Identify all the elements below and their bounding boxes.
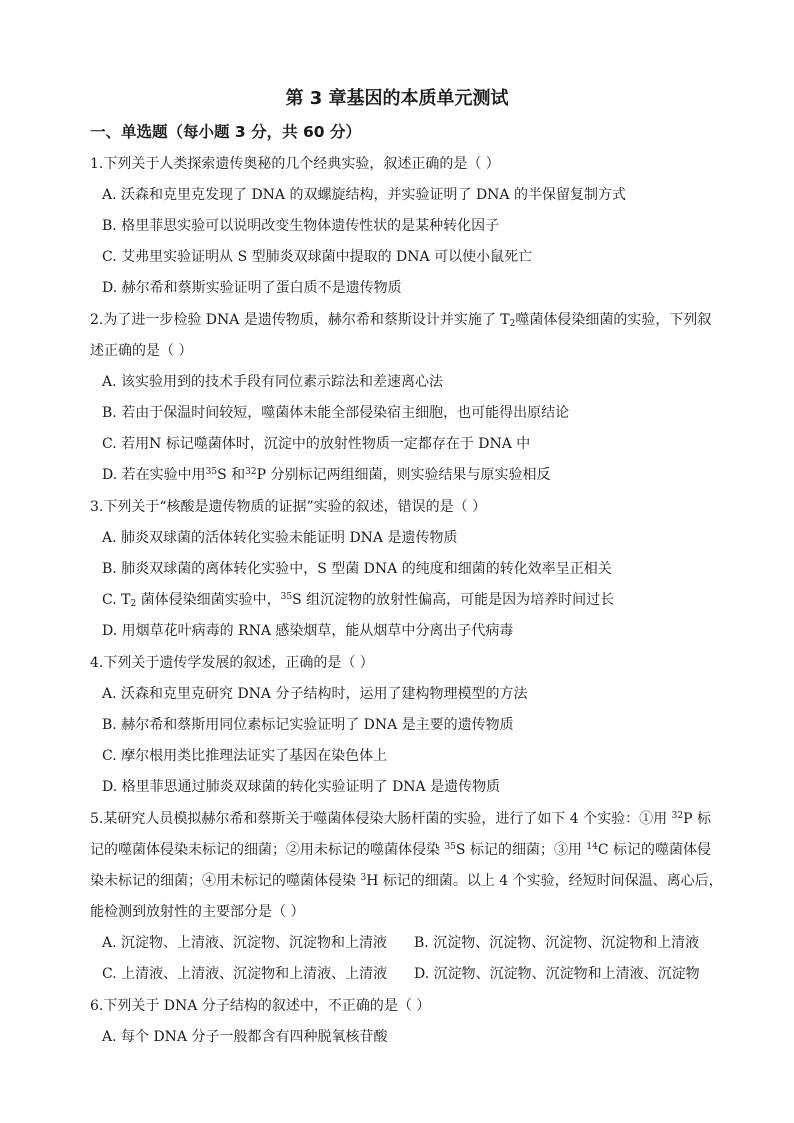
text-run: C 标记的噬菌体侵: [597, 842, 712, 858]
question-4-stem: 4.下列关于遗传学发展的叙述，正确的是（ ）: [90, 655, 374, 671]
question-4-option-b: B. 赫尔希和蔡斯用同位素标记实验证明了 DNA 是主要的遗传物质: [102, 717, 514, 733]
question-3-stem: 3.下列关于“核酸是遗传物质的证据”实验的叙述，错误的是（ ）: [90, 499, 487, 515]
text-run: 2.为了进一步检验 DNA 是遗传物质，赫尔希和蔡斯设计并实施了 T: [90, 312, 510, 328]
text-run: 噬菌体侵染细菌的实验，下列叙: [515, 312, 712, 328]
question-5-stem-line-4: 能检测到放射性的主要部分是（ ）: [90, 904, 305, 920]
superscript: 35: [280, 592, 293, 602]
question-5-stem-line-2: [90, 840, 711, 860]
text-run: P 标: [683, 811, 711, 827]
question-3-option-a: A. 肺炎双球菌的活体转化实验未能证明 DNA 是遗传物质: [102, 530, 458, 546]
document-title: 第 3 章基因的本质单元测试: [285, 88, 509, 109]
question-4-option-c: C. 摩尔根用类比推理法证实了基因在染色体上: [102, 748, 388, 764]
text-run: 5.某研究人员模拟赫尔希和蔡斯关于噬菌体侵染大肠杆菌的实验，进行了如下 4 个实验：①用: [90, 811, 672, 827]
superscript: 3: [360, 873, 367, 883]
superscript: 14: [586, 842, 598, 852]
question-5-option-c: C. 上清液、上清液、沉淀物和上清液、上清液: [102, 966, 388, 982]
question-2-stem-continued: 述正确的是（ ）: [90, 343, 193, 359]
superscript: 32: [671, 811, 684, 821]
question-5-option-d: D. 沉淀物、沉淀物、沉淀物和上清液、沉淀物: [414, 966, 700, 982]
question-5-stem-line-3: [90, 871, 723, 891]
superscript: 32: [245, 467, 257, 477]
question-2-option-a: A. 该实验用到的技术手段有同位素示踪法和差速离心法: [102, 374, 444, 390]
question-4-option-d: D. 格里菲思通过肺炎双球菌的转化实验证明了 DNA 是遗传物质: [102, 779, 501, 795]
question-3-option-c: [102, 590, 614, 610]
text-run: 记的噬菌体侵染未标记的细菌；②用未标记的噬菌体侵染: [90, 842, 445, 858]
section-heading: 一、单选题（每小题 3 分，共 60 分）: [90, 123, 361, 141]
question-4-option-a: A. 沃森和克里克研究 DNA 分子结构时，运用了建构物理模型的方法: [102, 686, 528, 702]
question-1-option-b: B. 格里菲思实验可以说明改变生物体遗传性状的是某种转化因子: [102, 218, 500, 234]
question-5-option-a: A. 沉淀物、上清液、沉淀物、沉淀物和上清液: [102, 935, 388, 951]
question-5-option-b: B. 沉淀物、沉淀物、沉淀物、沉淀物和上清液: [414, 935, 700, 951]
text-run: S 组沉淀物的放射性偏高，可能是因为培养时间过长: [292, 592, 615, 608]
question-3-option-d: D. 用烟草花叶病毒的 RNA 感染烟草，能从烟草中分离出子代病毒: [102, 623, 514, 639]
text-run: D. 若在实验中用: [102, 467, 206, 483]
superscript: 35: [205, 467, 218, 477]
subscript: 2: [509, 319, 516, 329]
text-run: 菌体侵染细菌实验中，: [136, 592, 281, 608]
text-run: C. 若用: [102, 436, 150, 452]
text-run: H 标记的细菌。以上 4 个实验，经短时间保温、离心后，: [366, 873, 723, 889]
text-run: S 标记的细菌；③用: [455, 842, 587, 858]
question-1-option-c: C. 艾弗里实验证明从 S 型肺炎双球菌中提取的 DNA 可以使小鼠死亡: [102, 249, 533, 265]
superscript: 35: [444, 842, 456, 852]
question-1-option-a: A. 沃森和克里克发现了 DNA 的双螺旋结构，并实验证明了 DNA 的半保留复制方式: [102, 187, 626, 203]
question-2-option-b: B. 若由于保温时间较短，噬菌体未能全部侵染宿主细胞，也可能得出原结论: [102, 405, 570, 421]
text-run: N 标记噬菌体时，沉淀中的放射性物质一定都存在于 DNA 中: [149, 436, 531, 452]
question-6-option-a: A. 每个 DNA 分子一般都含有四种脱氧核苷酸: [102, 1029, 388, 1045]
question-3-option-b: B. 肺炎双球菌的离体转化实验中，S 型菌 DNA 的纯度和细菌的转化效率呈正相关: [102, 561, 612, 577]
question-2-option-c: [102, 434, 530, 454]
question-2-option-d: [102, 465, 550, 485]
question-5-stem-line-1: [90, 809, 711, 829]
question-2-stem: [90, 310, 711, 330]
text-run: S 和: [217, 467, 246, 483]
question-6-stem: 6.下列关于 DNA 分子结构的叙述中，不正确的是（ ）: [90, 998, 431, 1014]
text-run: 染未标记的细菌；④用未标记的噬菌体侵染: [90, 873, 361, 889]
text-run: C. T: [102, 592, 131, 608]
text-run: P 分别标记两组细菌，则实验结果与原实验相反: [256, 467, 551, 483]
question-1-stem: 1.下列关于人类探索遗传奥秘的几个经典实验，叙述正确的是（ ）: [90, 156, 500, 172]
subscript: 2: [130, 599, 137, 609]
question-1-option-d: D. 赫尔希和蔡斯实验证明了蛋白质不是遗传物质: [102, 280, 402, 296]
